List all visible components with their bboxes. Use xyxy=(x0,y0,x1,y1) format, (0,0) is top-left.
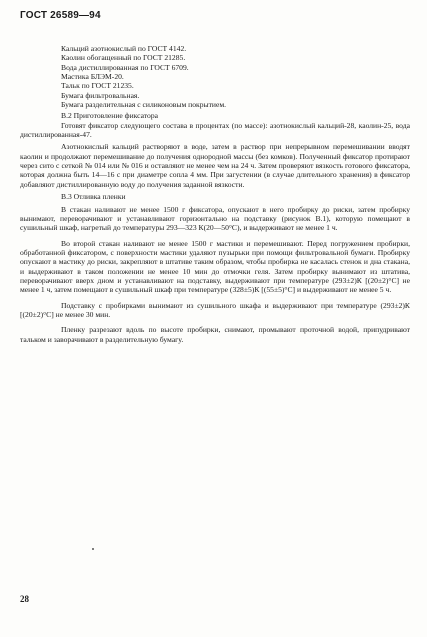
scan-speck xyxy=(92,548,94,550)
paragraph: Пленку разрезают вдоль по высоте пробирки, снимают, промывают проточной водой, припудривают тальком и заворачивают в разделительную бумагу. xyxy=(20,325,410,344)
section-title-b2: В.2 Приготовление фиксатора xyxy=(61,111,158,121)
material-item: Бумага разделительная с силиконовым покрытием. xyxy=(61,100,227,110)
material-item: Бумага фильтровальная. xyxy=(61,90,140,100)
page-number: 28 xyxy=(20,594,29,604)
standard-header: ГОСТ 26589—94 xyxy=(20,10,101,21)
document-body xyxy=(20,44,410,344)
paragraph: Готовят фиксатор следующего состава в процентах (по массе): азотнокислый кальций-28, каолин-25, вода дистиллированная-47. xyxy=(20,120,410,140)
material-item: Мастика БЛЭМ-20. xyxy=(61,72,124,82)
material-item: Кальций азотнокислый по ГОСТ 4142. xyxy=(61,44,187,53)
paragraph: Азотнокислый кальций растворяют в воде, затем в раствор при непрерывном перемешивании вводят каолин и продолжают перемешивание до получения однородной массы (без комков). Полученный фиксатор протирают через сито с сеткой № 014 или № 016 и оставляют не менее чем на 24 ч. Затем проверяют вязкость готового фиксатора, которая должна быть 14—16 с при диаметре сопла 4 мм. При загустении (в случае длительного хранения) в фиксатор добавляют дистиллированную воду до получения заданной вязкости. xyxy=(20,142,410,189)
paragraph: В стакан наливают не менее 1500 г фиксатора, опускают в него пробирку до риски, затем пробирку вынимают, переворачивают и устанавливают горизонтально на подставку (рисунок В.1), которую помещают в сушильный шкаф, нагретый до температуры 293—323 К(20—50°С), и выдерживают не менее 1 ч. xyxy=(20,204,410,233)
material-item: Вода дистиллированная по ГОСТ 6709. xyxy=(61,62,189,72)
material-item: Тальк по ГОСТ 21235. xyxy=(61,81,134,91)
material-item: Каолин обогащенный по ГОСТ 21285. xyxy=(61,53,186,63)
paragraph: Во второй стакан наливают не менее 1500 г мастики и перемешивают. Перед погружением пробирки, обработанной фиксатором, с поверхности мастики удаляют пузырьки при помощи фильтровальной бумаги. Пробирку опускают в мастику до риски, закрепляют в штативе таким образом, чтобы пробирка не касалась стенок и дна стакана, и выдерживают в таком положении не менее 10 мин до отмочки геля. Затем пробирку вынимают из штатива, переворачивают вверх дном и устанавливают на подставку, выдерживают при температуре (293±2)К [(20±2)°С] не менее 1 ч, затем помещают в сушильный шкаф при температуре (328±5)К [(55±5)°С] и выдерживают не менее 5 ч. xyxy=(20,238,410,295)
section-title-b3: В.3 Отливка пленки xyxy=(61,192,126,202)
paragraph: Подставку с пробирками вынимают из сушильного шкафа и выдерживают при температуре (293±2)К [(20±2)°С] не менее 30 мин. xyxy=(20,300,410,319)
